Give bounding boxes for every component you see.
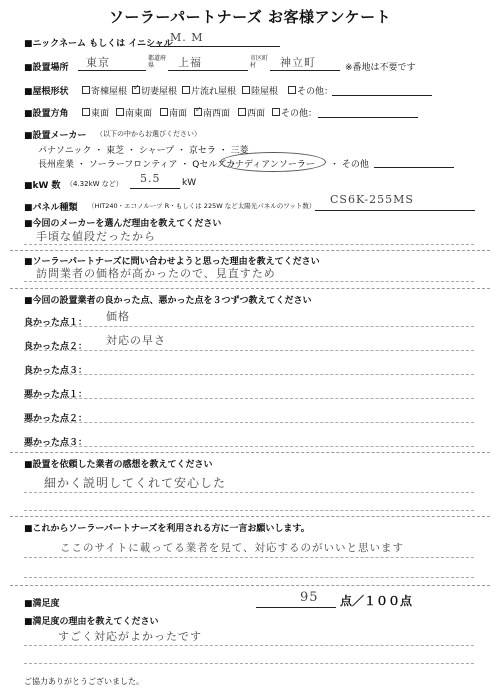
- prefecture-value[interactable]: 東京: [86, 56, 110, 69]
- city-value[interactable]: 上福: [178, 56, 202, 69]
- nickname-label: ■ニックネーム もしくは イニシャル: [24, 39, 173, 49]
- location-label: ■設置場所: [24, 63, 69, 73]
- kw-note: （4.32kW など）: [66, 180, 123, 188]
- maker-row-1: パナソニック ・ 東芝 ・ シャープ ・ 京セラ ・ 三菱: [38, 146, 249, 156]
- direction-label: ■設置方角: [24, 109, 69, 119]
- good-point-line-3: [24, 374, 474, 375]
- roof-option-label-4: その他：: [297, 87, 334, 97]
- satisfaction-unit: 点／１００点: [340, 594, 413, 608]
- nickname-line: [150, 46, 280, 47]
- maker-row-2-circled[interactable]: カナディアンソーラー: [226, 160, 315, 170]
- direction-option-label-4: 西面: [247, 109, 266, 119]
- good-point-label-3: 良かった点３：: [24, 366, 88, 376]
- maker-note: （以下の中からお選びください）: [96, 130, 201, 138]
- separator-5: [10, 585, 490, 586]
- q-reason-line: [24, 244, 474, 245]
- roof-option-checkbox-2[interactable]: [182, 86, 190, 94]
- kw-line: [130, 188, 180, 189]
- good-point-answer-2[interactable]: 対応の早さ: [106, 334, 166, 347]
- direction-option-label-5: その他：: [281, 109, 318, 119]
- q-message-label: ■これからソーラーパートナーズを利用される方に一言お願いします。: [24, 524, 310, 534]
- good-point-label-1: 良かった点１：: [24, 318, 88, 328]
- direction-option-checkbox-3[interactable]: [194, 108, 202, 116]
- prefecture-unit: 都道府県: [148, 55, 167, 69]
- q-sat-reason-answer[interactable]: すごく対応がよかったです: [58, 630, 202, 643]
- q-impression-line-1: [24, 492, 474, 493]
- satisfaction-value[interactable]: 95: [300, 590, 319, 605]
- good-point-label-2: 良かった点２：: [24, 342, 88, 352]
- direction-option-label-0: 東面: [91, 109, 110, 119]
- direction-option-checkbox-5[interactable]: [272, 108, 280, 116]
- good-point-answer-1[interactable]: 価格: [106, 310, 130, 323]
- panel-label: ■パネル種類: [24, 203, 78, 213]
- separator-4: [10, 516, 490, 517]
- panel-line: [315, 210, 475, 211]
- direction-option-checkbox-0[interactable]: [82, 108, 90, 116]
- bad-point-label-2: 悪かった点２：: [24, 414, 88, 424]
- q-reason-answer[interactable]: 手頃な値段だったから: [36, 230, 156, 243]
- direction-option-checkbox-1[interactable]: [116, 108, 124, 116]
- direction-option-label-2: 南面: [169, 109, 188, 119]
- direction-option-checkbox-2[interactable]: [160, 108, 168, 116]
- q-message-line-2: [24, 577, 474, 578]
- town-value[interactable]: 神立町: [280, 56, 316, 69]
- bad-point-label-1: 悪かった点１：: [24, 390, 88, 400]
- nickname-value[interactable]: M. M: [170, 31, 204, 44]
- maker-row-2b: ・ その他: [330, 160, 369, 170]
- roof-option-checkbox-0[interactable]: [82, 86, 90, 94]
- town-line: [270, 70, 340, 71]
- maker-other-line: [374, 167, 454, 168]
- q-message-answer[interactable]: ここのサイトに載ってる業者を見て、対応するのがいいと思います: [60, 542, 405, 554]
- panel-value[interactable]: CS6K-255MS: [330, 193, 414, 206]
- roof-option-label-0: 寄棟屋根: [91, 87, 128, 97]
- kw-label: ■kW 数: [24, 181, 61, 191]
- separator-2: [10, 288, 490, 289]
- q-impression-answer[interactable]: 細かく説明してくれて安心した: [44, 476, 227, 490]
- page-title: ソーラーパートナーズ お客様アンケート: [108, 8, 392, 26]
- satisfaction-line: [256, 607, 336, 608]
- roof-option-checkbox-3[interactable]: [242, 86, 250, 94]
- roof-option-label-1: 切妻屋根: [141, 87, 178, 97]
- city-line: [168, 70, 248, 71]
- location-note: ※番地は不要です: [345, 63, 416, 73]
- city-unit: 市区町村: [250, 55, 269, 69]
- q-eval-label: ■今回の設置業者の良かった点、悪かった点を３つずつ教えてください: [24, 296, 312, 306]
- good-point-line-1: [24, 326, 474, 327]
- q-impression-line-2: [24, 510, 474, 511]
- bad-point-line-2: [24, 422, 474, 423]
- roof-other-line: [332, 95, 432, 96]
- q-impression-label: ■設置を依頼した業者の感想を教えてください: [24, 460, 213, 470]
- maker-row-2a: 長州産業 ・ ソーラーフロンティア ・ Qセルズ ・: [38, 160, 238, 170]
- roof-option-label-3: 陸屋根: [251, 87, 279, 97]
- roof-shape-label: ■屋根形状: [24, 87, 69, 97]
- direction-other-line: [318, 117, 418, 118]
- q-contact-answer[interactable]: 訪問業者の価格が高かったので、見直すため: [36, 267, 276, 280]
- prefecture-line: [78, 70, 146, 71]
- maker-label: ■設置メーカー: [24, 131, 87, 141]
- direction-option-label-1: 南東面: [125, 109, 153, 119]
- q-sat-reason-label: ■満足度の理由を教えてください: [24, 617, 159, 627]
- q-sat-reason-line-2: [24, 663, 474, 664]
- bad-point-line-3: [24, 446, 474, 447]
- panel-note: （HIT240・エコノルーツ R・もしくは 225W など太陽光パネルのワット数）: [88, 202, 316, 210]
- bad-point-label-3: 悪かった点３：: [24, 438, 88, 448]
- good-point-line-2: [24, 350, 474, 351]
- direction-option-checkbox-4[interactable]: [238, 108, 246, 116]
- satisfaction-label: ■満足度: [24, 599, 60, 609]
- kw-unit: kW: [182, 178, 197, 188]
- q-message-line-1: [24, 557, 474, 558]
- separator-1: [10, 250, 490, 251]
- q-sat-reason-line-1: [24, 645, 474, 646]
- q-contact-label: ■ソーラーパートナーズに問い合わせようと思った理由を教えてください: [24, 257, 320, 267]
- q-reason-label: ■今回のメーカーを選んだ理由を教えてください: [24, 219, 222, 229]
- footer-thanks: ご協力ありがとうございました。: [24, 677, 144, 686]
- bad-point-line-1: [24, 398, 474, 399]
- roof-option-checkbox-1[interactable]: [132, 86, 140, 94]
- roof-option-label-2: 片流れ屋根: [191, 87, 237, 97]
- q-contact-line: [24, 281, 474, 282]
- kw-value[interactable]: 5.5: [140, 172, 161, 185]
- roof-option-checkbox-4[interactable]: [288, 86, 296, 94]
- direction-option-label-3: 南西面: [203, 109, 231, 119]
- separator-3: [10, 452, 490, 453]
